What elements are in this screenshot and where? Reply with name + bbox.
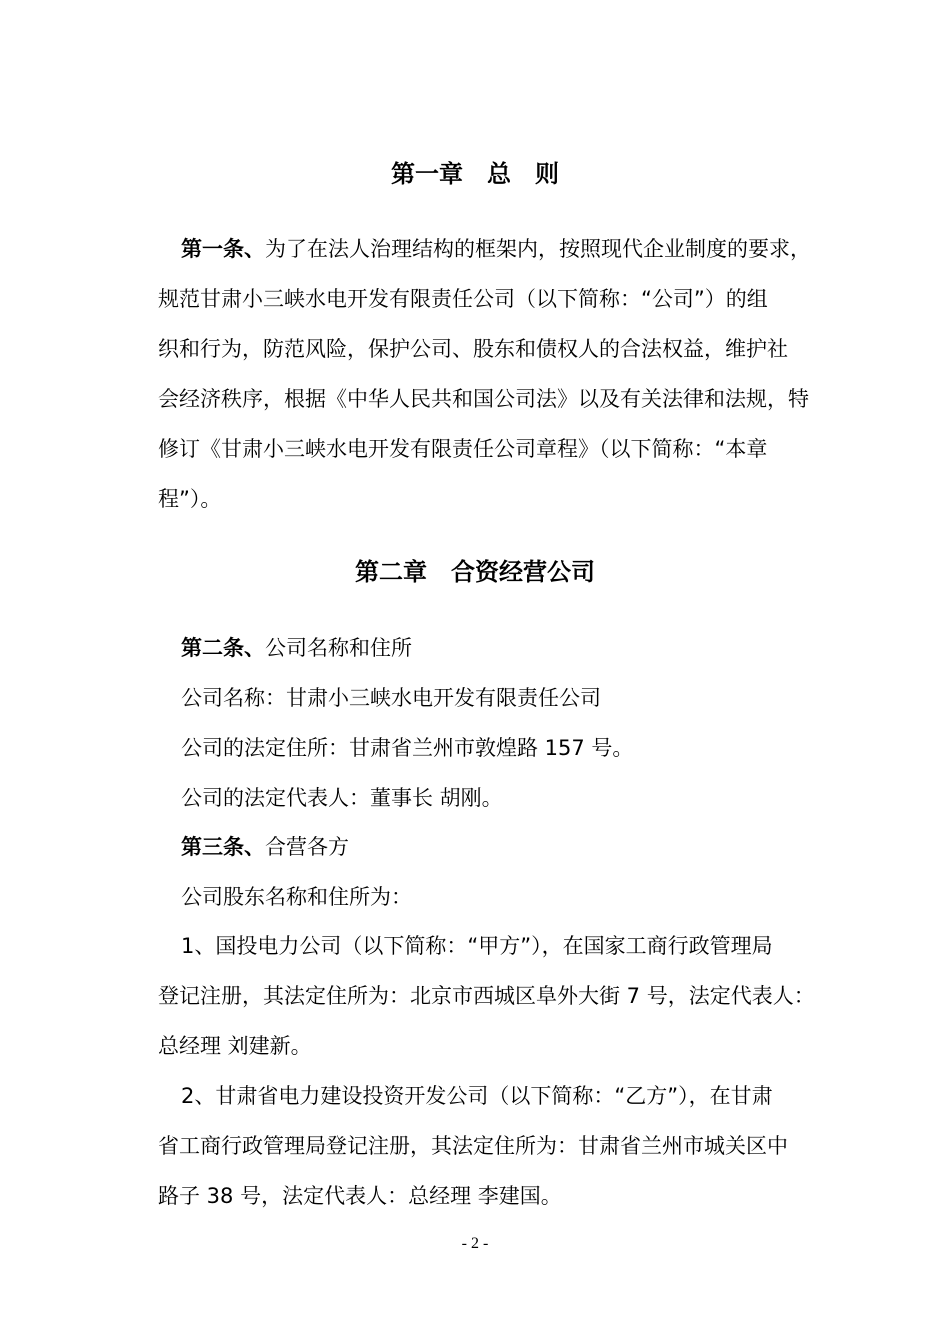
article-1-line-1 xyxy=(181,234,811,264)
chapter-1-heading: 第一章 总 则 xyxy=(391,160,559,188)
article-1-text-1: 为了在法人治理结构的框架内，按照现代企业制度的要求， xyxy=(265,237,811,261)
article-2-title: 公司名称和住所 xyxy=(265,636,412,660)
article-3-title: 合营各方 xyxy=(265,835,349,859)
page-number: - 2 - xyxy=(461,1235,489,1252)
legal-rep-line: 公司的法定代表人：董事长 胡刚。 xyxy=(181,786,503,810)
party-1-line-1: 1、国投电力公司（以下简称：“甲方”），在国家工商行政管理局 xyxy=(181,934,773,958)
party-2-line-1: 2、甘肃省电力建设投资开发公司（以下简称：“乙方”），在甘肃 xyxy=(181,1084,773,1108)
article-1-line-2: 规范甘肃小三峡水电开发有限责任公司（以下简称：“公司”）的组 xyxy=(158,287,768,311)
article-2-label: 第二条、 xyxy=(181,636,265,660)
company-name-line: 公司名称：甘肃小三峡水电开发有限责任公司 xyxy=(181,686,601,710)
chapter-2-heading: 第二章 合资经营公司 xyxy=(355,558,595,586)
party-1-line-3: 总经理 刘建新。 xyxy=(158,1034,312,1058)
article-3-title-line xyxy=(181,832,349,862)
party-1-line-2: 登记注册，其法定住所为：北京市西城区阜外大街 7 号，法定代表人： xyxy=(158,984,815,1008)
article-1-line-4: 会经济秩序，根据《中华人民共和国公司法》以及有关法律和法规，特 xyxy=(158,387,809,411)
article-2-title-line xyxy=(181,633,412,663)
legal-address-line: 公司的法定住所：甘肃省兰州市敦煌路 157 号。 xyxy=(181,736,634,760)
article-1-line-3: 织和行为，防范风险，保护公司、股东和债权人的合法权益，维护社 xyxy=(158,337,788,361)
article-1-line-5: 修订《甘肃小三峡水电开发有限责任公司章程》（以下简称：“本章 xyxy=(158,437,768,461)
article-1-line-6: 程”）。 xyxy=(158,487,222,511)
party-2-line-3: 路子 38 号，法定代表人：总经理 李建国。 xyxy=(158,1184,562,1208)
article-1-label: 第一条、 xyxy=(181,237,265,261)
party-2-line-2: 省工商行政管理局登记注册，其法定住所为：甘肃省兰州市城关区中 xyxy=(158,1134,788,1158)
shareholders-intro-line: 公司股东名称和住所为： xyxy=(181,885,412,909)
article-3-label: 第三条、 xyxy=(181,835,265,859)
